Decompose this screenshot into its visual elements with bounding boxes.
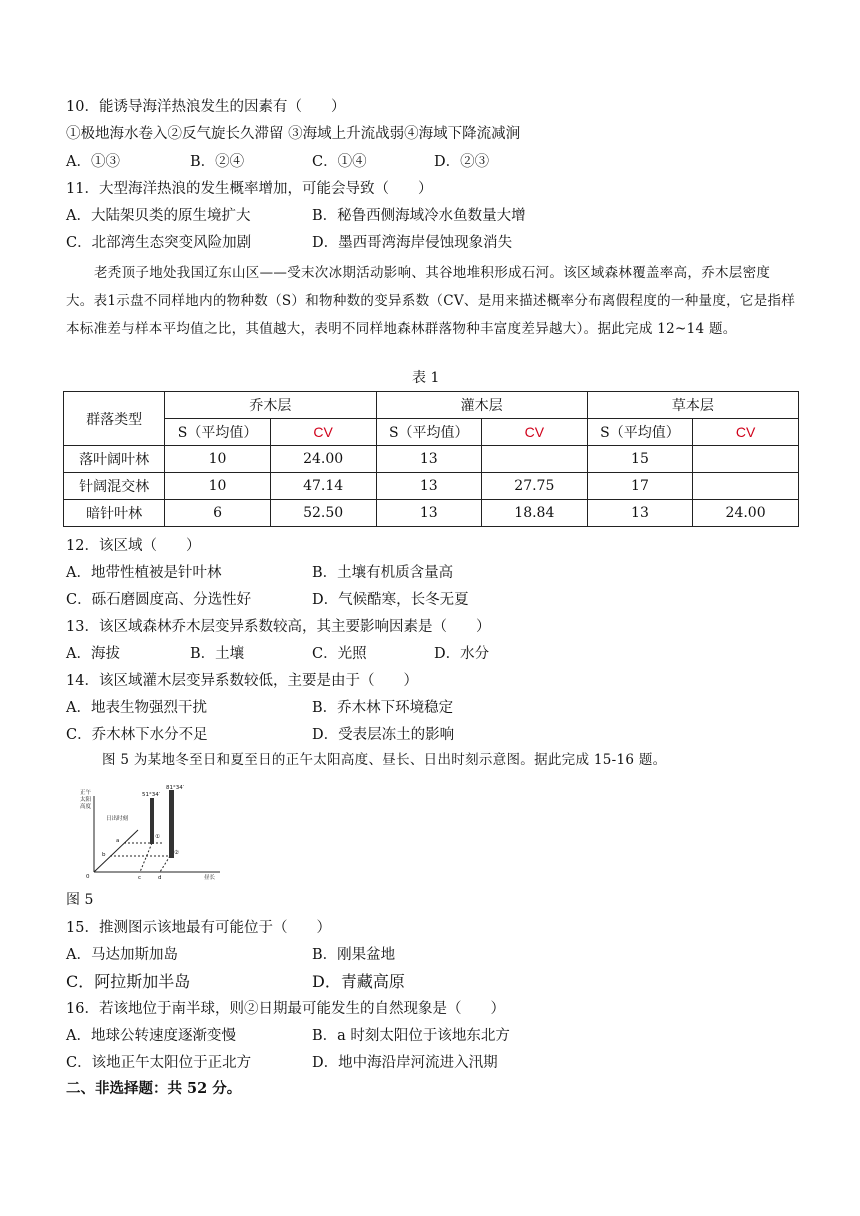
q16-option-d: D．地中海沿岸河流进入汛期: [312, 1055, 498, 1071]
y-label-1: 正午: [80, 790, 92, 796]
table-cell: 24.00: [693, 500, 799, 527]
sunrise-axis: [94, 830, 138, 872]
label-a: a: [116, 838, 120, 844]
table-caption: 表 1: [412, 370, 440, 386]
sub-cv-herb: CV: [693, 419, 799, 446]
sunrise-label: 日出时刻: [106, 816, 129, 822]
q15-stem: 15．推测图示该地最有可能位于（ ）: [66, 920, 331, 936]
x-axis-label: 昼长: [204, 875, 216, 880]
q15-option-a: A．马达加斯加岛: [66, 947, 178, 963]
passage-15-16-text: 图 5 为某地冬至日和夏至日的正午太阳高度、昼长、日出时刻示意图。据此完成 15-16 题。: [102, 752, 667, 768]
table-cell: 27.75: [481, 473, 587, 500]
q16-option-c: C．该地正午太阳位于正北方: [66, 1055, 252, 1071]
q16-option-b: B．a 时刻太阳位于该地东北方: [312, 1028, 510, 1044]
q13-option-a: A．海拔: [66, 646, 120, 662]
guide-line-c: [140, 843, 152, 872]
q12-option-a: A．地带性植被是针叶林: [66, 565, 222, 581]
marker-1: ①: [155, 834, 160, 840]
angle-2: 81°34′: [166, 785, 184, 791]
table-cell: [481, 446, 587, 473]
sub-cv-shrub: CV: [481, 419, 587, 446]
group-shrub: 灌木层: [376, 392, 587, 419]
table-cell: 15: [587, 446, 692, 473]
table-cell: 6: [165, 500, 270, 527]
q14-option-b: B．乔木林下环境稳定: [312, 700, 454, 716]
q16-option-a: A．地球公转速度逐渐变慢: [66, 1028, 236, 1044]
q10-option-d: D．②③: [434, 154, 490, 170]
figure-5-diagram: [80, 784, 224, 880]
table-cell: 17: [587, 473, 692, 500]
q11-option-b: B．秘鲁西侧海域冷水鱼数量大增: [312, 208, 526, 224]
table-row: [64, 446, 799, 473]
group-herb: 草本层: [587, 392, 798, 419]
table-cell: 10: [165, 473, 270, 500]
q10-option-b: B．②④: [190, 154, 245, 170]
section-2-heading: 二、非选择题：共 52 分。: [66, 1080, 242, 1097]
passage-12-14: [66, 259, 796, 343]
marker-2: ②: [174, 850, 179, 856]
passage-15-16: [66, 748, 796, 772]
y-label-2: 太阳: [80, 797, 92, 803]
label-d: d: [158, 875, 162, 880]
q12-option-d: D．气候酷寒，长冬无夏: [312, 592, 469, 608]
q12-stem: 12．该区域（ ）: [66, 538, 201, 554]
q14-option-d: D．受表层冻土的影响: [312, 727, 455, 743]
angle-1: 51°34′: [142, 792, 160, 798]
guide-line-d: [160, 856, 170, 872]
q13-option-c: C．光照: [312, 646, 367, 662]
q14-option-c: C．乔木林下水分不足: [66, 727, 208, 743]
q13-option-d: D．水分: [434, 646, 490, 662]
sub-s-herb: S（平均值）: [587, 419, 692, 446]
row-label: 落叶阔叶林: [64, 446, 165, 473]
q15-option-b: B．刚果盆地: [312, 947, 396, 963]
label-c: c: [138, 875, 142, 880]
sub-s-shrub: S（平均值）: [376, 419, 481, 446]
species-table: [63, 391, 799, 527]
q10-factors: ①极地海水卷入②反气旋长久滞留 ③海域上升流战弱④海域下降流减涧: [66, 126, 521, 142]
passage-12-14-text: 老秃顶子地处我国辽东山区——受末次冰期活动影响、其谷地堆积形成石河。该区域森林覆盖率高，乔木层密度大。表1示盘不同样地内的物种数（S）和物种数的变异系数（CV、是用来描述概率分布离假程度的一种量度，它是指样本标准差与样本平均值之比，其值越大，表明不同样地森林群落物种丰富度差异越大）。据此完成 12~14 题。: [66, 265, 796, 337]
table-cell: 10: [165, 446, 270, 473]
q10-stem: 10．能诱导海洋热浪发生的因素有（ ）: [66, 99, 346, 115]
q11-option-d: D．墨西哥湾海岸侵蚀现象消失: [312, 235, 513, 251]
q15-option-d: D．青藏高原: [312, 972, 405, 991]
table-row: [64, 500, 799, 527]
q10-option-a: A．①③: [66, 154, 120, 170]
table-row: [64, 473, 799, 500]
table-cell: 47.14: [270, 473, 376, 500]
table-cell: 18.84: [481, 500, 587, 527]
table-cell: 24.00: [270, 446, 376, 473]
q11-option-a: A．大陆架贝类的原生境扩大: [66, 208, 251, 224]
q11-option-c: C．北部湾生态突变风险加剧: [66, 235, 252, 251]
origin-label: 0: [86, 874, 90, 880]
table-cell: 13: [587, 500, 692, 527]
table-cell: [693, 473, 799, 500]
y-label-3: 高度: [80, 804, 92, 810]
bar-summer: [169, 790, 174, 858]
figure-caption: 图 5: [66, 892, 94, 908]
q16-stem: 16．若该地位于南半球，则②日期最可能发生的自然现象是（ ）: [66, 1001, 505, 1017]
q13-option-b: B．土壤: [190, 646, 245, 662]
q12-option-b: B．土壤有机质含量高: [312, 565, 454, 581]
q11-stem: 11．大型海洋热浪的发生概率增加，可能会导致（ ）: [66, 181, 433, 197]
bar-winter: [150, 798, 154, 844]
q10-option-c: C．①④: [312, 154, 367, 170]
row-label: 针阔混交林: [64, 473, 165, 500]
q13-stem: 13．该区域森林乔木层变异系数较高，其主要影响因素是（ ）: [66, 619, 491, 635]
q12-option-c: C．砾石磨圆度高、分选性好: [66, 592, 252, 608]
table-corner: 群落类型: [64, 392, 165, 446]
row-label: 暗针叶林: [64, 500, 165, 527]
table-cell: 13: [376, 500, 481, 527]
sub-s-arbor: S（平均值）: [165, 419, 270, 446]
q15-option-c: C．阿拉斯加半岛: [66, 972, 191, 991]
table-cell: [693, 446, 799, 473]
table-cell: 52.50: [270, 500, 376, 527]
group-arbor: 乔木层: [165, 392, 376, 419]
table-cell: 13: [376, 446, 481, 473]
table-cell: 13: [376, 473, 481, 500]
label-b: b: [102, 852, 106, 858]
q14-option-a: A．地表生物强烈干扰: [66, 700, 207, 716]
sub-cv-arbor: CV: [270, 419, 376, 446]
q14-stem: 14．该区域灌木层变异系数较低，主要是由于（ ）: [66, 673, 418, 689]
